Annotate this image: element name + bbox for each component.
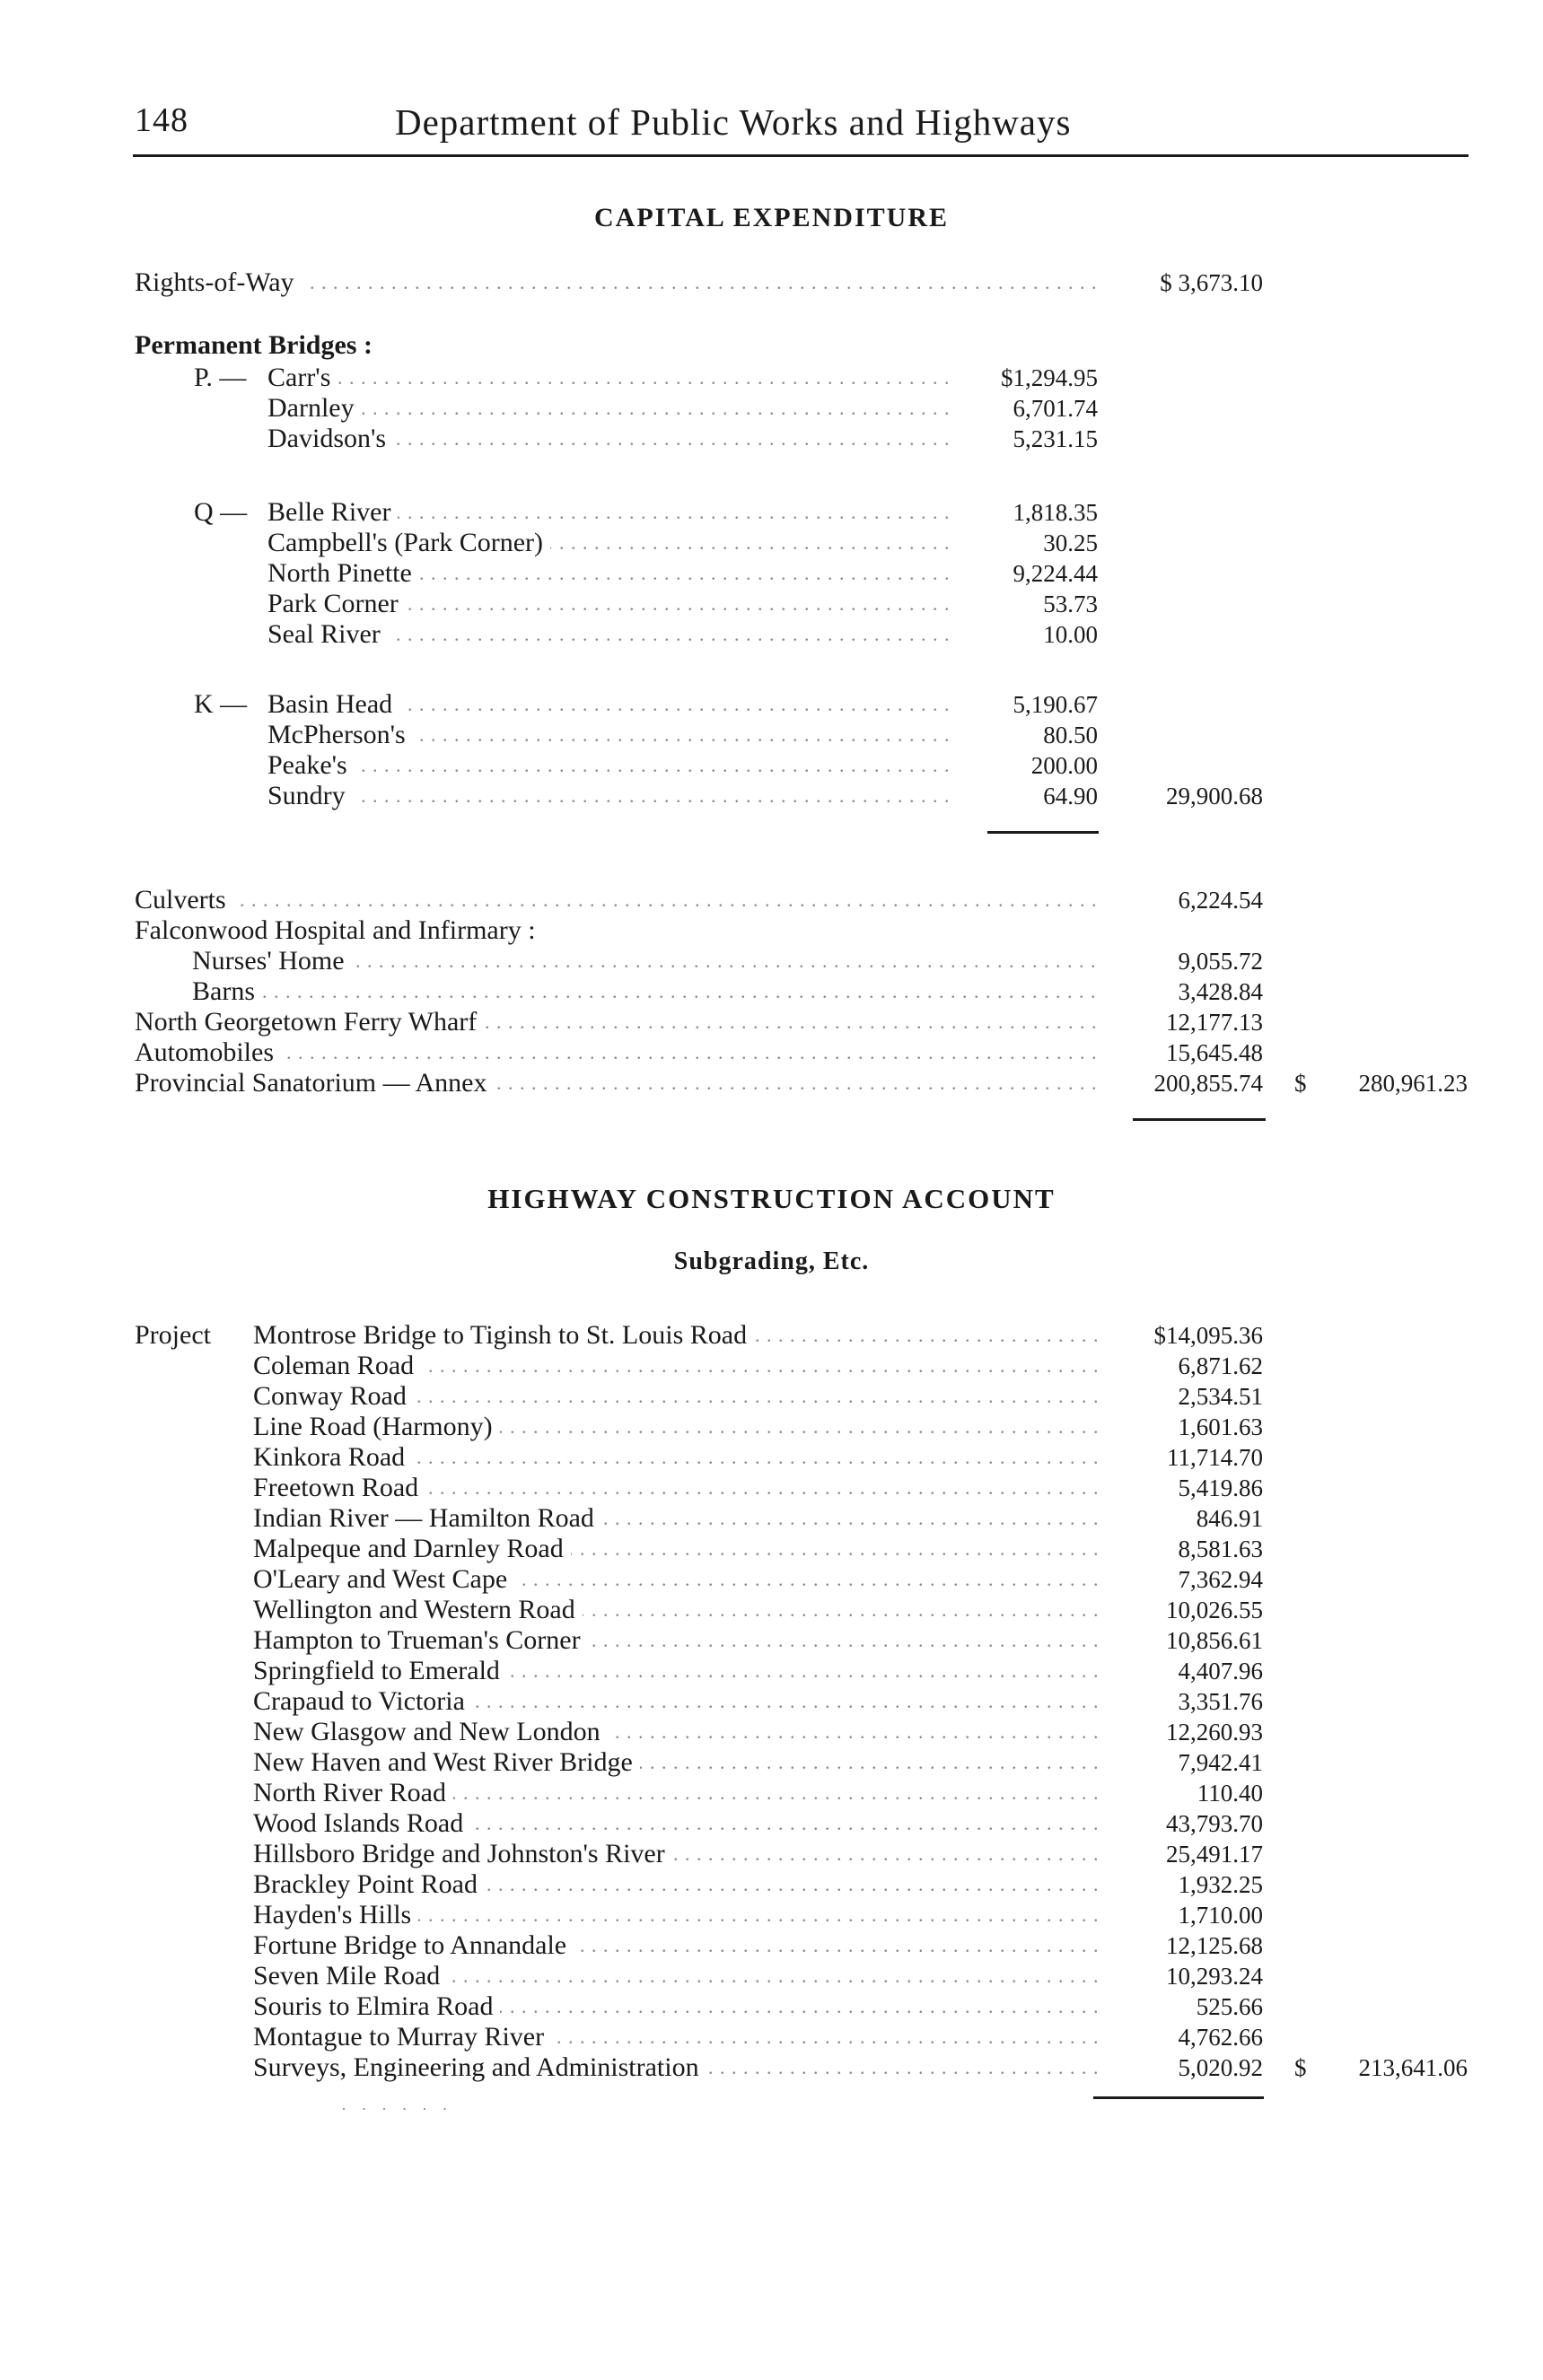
- row-culverts: Culverts . . . 6,224.54: [0, 885, 1543, 915]
- project-row: [0, 1930, 1543, 1961]
- project-label-text: Indian River — Hamilton Road: [253, 1503, 601, 1533]
- project-label-text: Hampton to Trueman's Corner: [253, 1625, 588, 1655]
- project-row: [0, 1564, 1543, 1595]
- running-title: Department of Public Works and Highways: [395, 101, 1072, 143]
- permanent-bridges-heading: Permanent Bridges :: [0, 330, 1543, 361]
- project-row: [0, 1381, 1543, 1412]
- project-amount: 846.91: [1196, 1505, 1263, 1532]
- rights-of-way-label: Rights-of-Way: [135, 267, 302, 297]
- highway-total-rule: [1093, 2096, 1264, 2099]
- bridge-row: McPherson's . . . 80.50: [0, 720, 1543, 750]
- prefix-q: Q —: [194, 497, 248, 527]
- project-amount: 10,293.24: [1166, 1963, 1263, 1990]
- project-label-text: Brackley Point Road: [253, 1869, 485, 1899]
- project-label-text: Freetown Road: [253, 1473, 425, 1502]
- project-label-text: New Glasgow and New London: [253, 1717, 608, 1746]
- project-amount: 7,362.94: [1178, 1566, 1263, 1593]
- project-row: [0, 1747, 1543, 1778]
- project-row: [0, 1473, 1543, 1503]
- highway-total: 213,641.06: [1358, 2054, 1468, 2081]
- project-label-text: Coleman Road: [253, 1351, 421, 1380]
- project-label-text: Montague to Murray River: [253, 2022, 551, 2052]
- project-amount: 5,020.92: [1178, 2054, 1263, 2081]
- subtotal-rule: [987, 831, 1099, 834]
- capital-row: Provincial Sanatorium — Annex . . . 200,855.74 $ 280,961.23: [0, 1068, 1543, 1098]
- project-amount: 8,581.63: [1178, 1536, 1263, 1562]
- project-amount: 4,762.66: [1178, 2024, 1263, 2051]
- highway-total-symbol: $: [1294, 2054, 1307, 2081]
- project-label-text: New Haven and West River Bridge: [253, 1747, 640, 1777]
- project-amount: 10,856.61: [1166, 1627, 1263, 1654]
- project-label-text: Fortune Bridge to Annandale: [253, 1930, 574, 1960]
- capital-row: Automobiles . . . 15,645.48: [0, 1037, 1543, 1068]
- project-label-text: Kinkora Road: [253, 1442, 412, 1472]
- falconwood-heading: Falconwood Hospital and Infirmary :: [0, 915, 1543, 946]
- bridge-row: North Pinette . . . 9,224.44: [0, 558, 1543, 589]
- bridge-row: Darnley . . . 6,701.74: [0, 393, 1543, 424]
- project-row: [0, 1991, 1543, 2022]
- project-row: [0, 1412, 1543, 1442]
- capital-grand-total: 280,961.23: [1358, 1070, 1468, 1097]
- bridge-row: Davidson's . . . 5,231.15: [0, 424, 1543, 454]
- section-title-capital: CAPITAL EXPENDITURE: [594, 203, 949, 232]
- project-amount: 525.66: [1196, 1993, 1263, 2020]
- project-row: [0, 1351, 1543, 1381]
- project-amount: 12,260.93: [1166, 1719, 1263, 1746]
- project-amount: 6,871.62: [1178, 1352, 1263, 1379]
- project-amount: 10,026.55: [1166, 1597, 1263, 1623]
- project-row: [0, 2022, 1543, 2052]
- page-number: 148: [135, 101, 188, 139]
- project-amount: 1,932.25: [1178, 1871, 1263, 1898]
- print-specks: · · · · · ·: [341, 2100, 453, 2118]
- project-row: [0, 1625, 1543, 1656]
- bridge-row: Basin Head . . . 5,190.67: [0, 689, 1543, 720]
- project-label-text: Springfield to Emerald: [253, 1656, 507, 1685]
- bridge-row: Park Corner . . . 53.73: [0, 589, 1543, 619]
- project-row: [0, 1717, 1543, 1747]
- project-row: [0, 1900, 1543, 1930]
- project-amount: 110.40: [1197, 1780, 1263, 1807]
- project-label-text: Hayden's Hills: [253, 1900, 418, 1929]
- bridge-row: Campbell's (Park Corner) . . . 30.25: [0, 528, 1543, 558]
- prefix-k: K —: [194, 689, 248, 719]
- bridges-total: 29,900.68: [1166, 783, 1263, 809]
- project-row: [0, 1442, 1543, 1473]
- project-label-text: O'Leary and West Cape: [253, 1564, 514, 1594]
- project-row: [0, 1778, 1543, 1808]
- project-amount: 25,491.17: [1166, 1841, 1263, 1868]
- project-row: [0, 1534, 1543, 1564]
- project-row: [0, 1503, 1543, 1534]
- project-row: [0, 1839, 1543, 1869]
- project-amount: 43,793.70: [1166, 1810, 1263, 1837]
- project-label-text: Crapaud to Victoria: [253, 1686, 472, 1716]
- project-row: [0, 1595, 1543, 1625]
- project-label-text: North River Road: [253, 1778, 453, 1807]
- prefix-p: P. —: [194, 363, 247, 392]
- project-amount: 12,125.68: [1166, 1932, 1263, 1959]
- project-label: Project: [135, 1320, 211, 1350]
- project-row: [0, 1869, 1543, 1900]
- bridge-row: Carr's . . . $1,294.95: [0, 363, 1543, 393]
- project-row: [0, 1808, 1543, 1839]
- grand-total-symbol: $: [1294, 1070, 1307, 1097]
- project-row: [0, 1320, 1543, 1351]
- project-amount: 4,407.96: [1178, 1658, 1263, 1684]
- project-label-text: Hillsboro Bridge and Johnston's River: [253, 1839, 672, 1868]
- project-amount: 1,710.00: [1178, 1902, 1263, 1929]
- row-rights-of-way: [0, 267, 1543, 298]
- project-label-text: Surveys, Engineering and Administration: [253, 2052, 706, 2082]
- header-rule: [133, 154, 1468, 157]
- total-rule: [1133, 1118, 1266, 1121]
- bridge-row: Peake's . . . 200.00: [0, 750, 1543, 781]
- rights-of-way-amount: $ 3,673.10: [1160, 269, 1263, 296]
- project-row: [0, 1656, 1543, 1686]
- project-label-text: Souris to Elmira Road: [253, 1991, 500, 2021]
- project-row: [0, 1961, 1543, 1991]
- bridge-row: Belle River . . . 1,818.35: [0, 497, 1543, 528]
- project-label-text: Line Road (Harmony): [253, 1412, 500, 1441]
- project-label-text: Seven Mile Road: [253, 1961, 447, 1991]
- project-amount: $14,095.36: [1153, 1322, 1263, 1349]
- project-label-text: Montrose Bridge to Tiginsh to St. Louis Road: [253, 1320, 754, 1350]
- project-amount: 2,534.51: [1178, 1383, 1263, 1410]
- section-title-highway: HIGHWAY CONSTRUCTION ACCOUNT: [487, 1183, 1056, 1214]
- capital-row: North Georgetown Ferry Wharf . . . 12,177.13: [0, 1007, 1543, 1037]
- falconwood-row: Barns . . . 3,428.84: [0, 976, 1543, 1007]
- bridge-row: Seal River . . . 10.00: [0, 619, 1543, 650]
- project-label-text: Conway Road: [253, 1381, 414, 1411]
- project-label-text: Wellington and Western Road: [253, 1595, 583, 1624]
- project-amount: 11,714.70: [1167, 1444, 1263, 1471]
- project-amount: 3,351.76: [1178, 1688, 1263, 1715]
- project-label-text: Malpeque and Darnley Road: [253, 1534, 571, 1563]
- project-row: [0, 2052, 1543, 2083]
- project-amount: 7,942.41: [1178, 1749, 1263, 1776]
- project-amount: 1,601.63: [1178, 1413, 1263, 1440]
- bridge-row: Sundry . . . 64.90 29,900.68: [0, 781, 1543, 811]
- project-amount: 5,419.86: [1178, 1474, 1263, 1501]
- project-row: [0, 1686, 1543, 1717]
- project-label-text: Wood Islands Road: [253, 1808, 470, 1838]
- section-subtitle-subgrading: Subgrading, Etc.: [673, 1247, 870, 1275]
- falconwood-row: Nurses' Home . . . 9,055.72: [0, 946, 1543, 976]
